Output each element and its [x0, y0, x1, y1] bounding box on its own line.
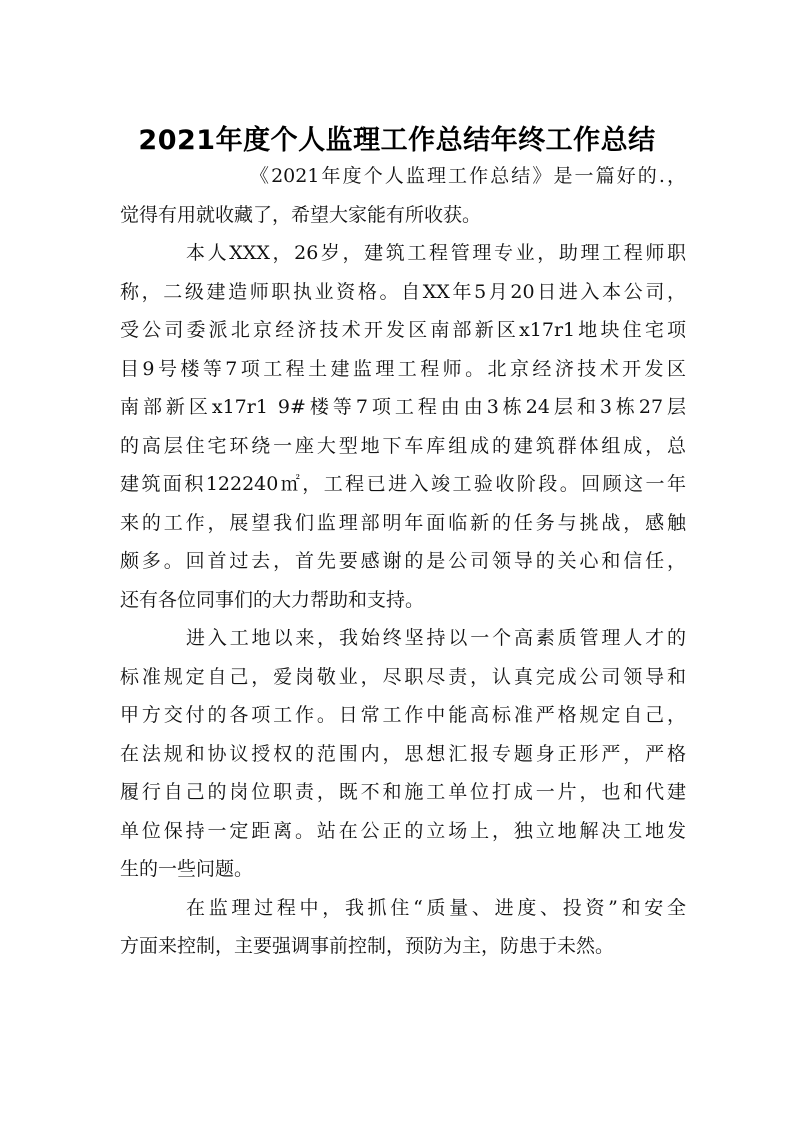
- text-line: 受公司委派北京经济技术开发区南部新区x17r1地块住宅项: [120, 319, 686, 341]
- document-title: 2021年度个人监理工作总结年终工作总结: [138, 125, 656, 157]
- text-line: 称，二级建造师职执业资格。自XX年5月20日进入本公司，: [120, 280, 686, 303]
- text-line: 觉得有用就收藏了，希望大家能有所收获。: [120, 203, 482, 226]
- paragraph-background: [120, 234, 686, 619]
- paragraph-work-attitude: [120, 619, 686, 889]
- text-line: 标准规定自己，爱岗敬业，尽职尽责，认真完成公司领导和: [120, 665, 686, 688]
- document-body: [120, 157, 686, 966]
- text-line: 履行自己的岗位职责，既不和施工单位打成一片，也和代建: [120, 781, 686, 803]
- text-line: 在法规和协议授权的范围内，思想汇报专题身正形严，严格: [120, 742, 686, 765]
- text-line: 本人XXX，26岁，建筑工程管理专业，助理工程师职: [186, 242, 686, 264]
- text-line: 颇多。回首过去，首先要感谢的是公司领导的关心和信任，: [120, 550, 686, 572]
- paragraph-supervision-control: [120, 889, 686, 966]
- text-line: 还有各位同事们的大力帮助和支持。: [120, 588, 425, 611]
- text-line: 生的一些问题。: [120, 858, 254, 880]
- text-line: 来的工作，展望我们监理部明年面临新的任务与挑战，感触: [120, 511, 686, 534]
- text-line: 甲方交付的各项工作。日常工作中能高标准严格规定自己，: [120, 704, 686, 726]
- text-line: 《2021年度个人监理工作总结》是一篇好的.，: [250, 165, 686, 187]
- text-line: 建筑面积122240㎡，工程已进入竣工验收阶段。回顾这一年: [120, 473, 686, 495]
- text-line: 方面来控制，主要强调事前控制，预防为主，防患于未然。: [120, 935, 615, 957]
- text-line: 目9号楼等7项工程土建监理工程师。北京经济技术开发区: [120, 357, 686, 380]
- text-line: 的高层住宅环绕一座大型地下车库组成的建筑群体组成，总: [120, 434, 686, 457]
- text-line: 南部新区x17r1 9#楼等7项工程由由3栋24层和3栋27层: [120, 396, 686, 418]
- paragraph-intro: [120, 157, 686, 234]
- text-line: 在监理过程中，我抓住“质量、进度、投资”和安全: [186, 896, 686, 919]
- text-line: 单位保持一定距离。站在公正的立场上，独立地解决工地发: [120, 819, 686, 842]
- text-line: 进入工地以来，我始终坚持以一个高素质管理人才的: [186, 627, 686, 649]
